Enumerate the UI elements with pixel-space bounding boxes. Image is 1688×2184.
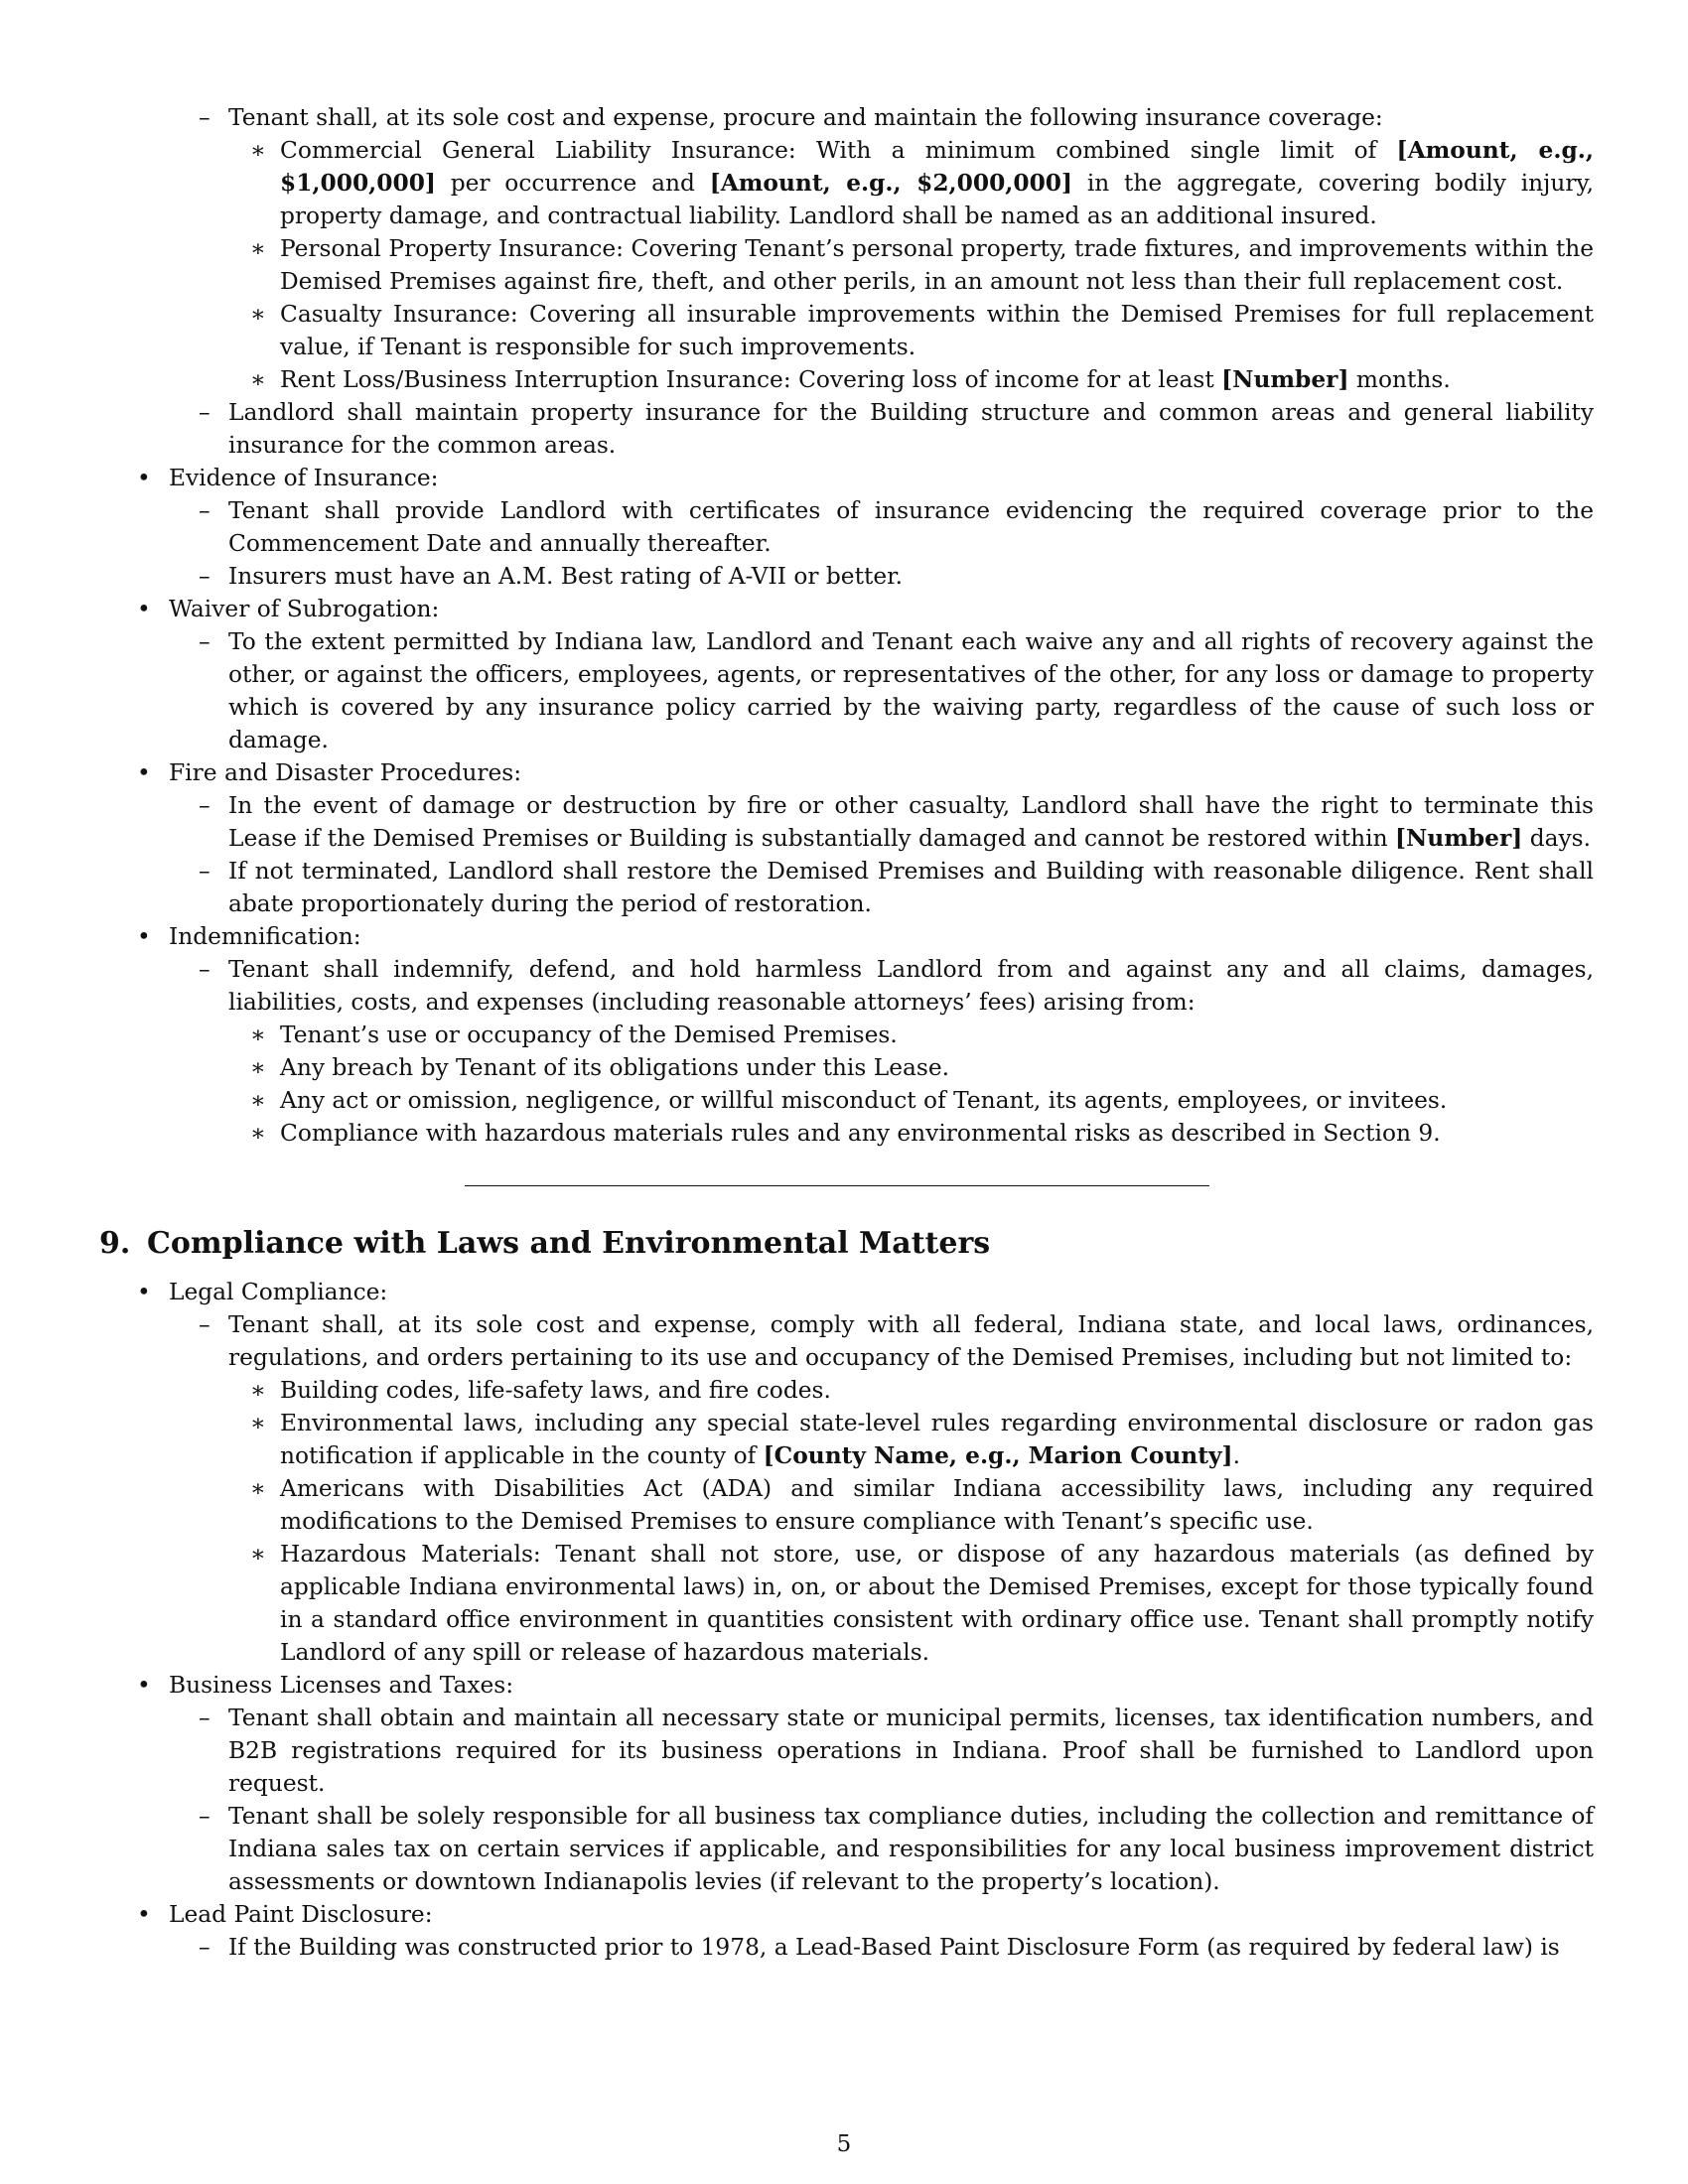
- list-heading: • Waiver of Subrogation:: [99, 593, 1594, 625]
- list-item: ∗ Rent Loss/Business Interruption Insurance: Covering loss of income for at least [Number] months.: [99, 363, 1594, 396]
- list-item: ∗ Hazardous Materials: Tenant shall not store, use, or dispose of any hazardous materials (as defined by applicable Indiana environmental laws) in, on, or about the Demised Premises, except for those typically found in a standard office environment in quantities consistent with ordinary office use. Tenant shall promptly notify Landlord of any spill or release of hazardous materials.: [99, 1538, 1594, 1669]
- list-heading: • Evidence of Insurance:: [99, 462, 1594, 494]
- dot-bullet: •: [137, 759, 151, 786]
- dash-bullet: –: [199, 104, 211, 131]
- horizontal-divider: [465, 1185, 1209, 1186]
- list-item: ∗ Personal Property Insurance: Covering Tenant’s personal property, trade fixtures, and improvements within the Demised Premises against fire, theft, and other perils, in an amount not less than their full replacement cost.: [99, 232, 1594, 298]
- asterisk-bullet: ∗: [250, 1410, 266, 1436]
- placeholder-amount: [Amount, e.g., $1,000,000]: [280, 137, 1594, 197]
- asterisk-bullet: ∗: [250, 235, 266, 262]
- list-item: – Tenant shall, at its sole cost and expense, procure and maintain the following insurance coverage:: [99, 101, 1594, 134]
- section-title: Compliance with Laws and Environmental Matters: [147, 1226, 991, 1261]
- list-item: – Tenant shall be solely responsible for all business tax compliance duties, including the collection and remittance of Indiana sales tax on certain services if applicable, and responsibilities for any local business improvement district assessments or downtown Indianapolis levies (if relevant to the property’s location).: [99, 1800, 1594, 1898]
- list-heading: • Lead Paint Disclosure:: [99, 1898, 1594, 1931]
- list-heading: • Business Licenses and Taxes:: [99, 1669, 1594, 1702]
- asterisk-bullet: ∗: [250, 1475, 266, 1502]
- placeholder-amount: [Amount, e.g., $2,000,000]: [709, 170, 1073, 197]
- list-item: ∗ Environmental laws, including any special state-level rules regarding environmental disclosure or radon gas notification if applicable in the county of [County Name, e.g., Marion County].: [99, 1407, 1594, 1472]
- dash-bullet: –: [199, 858, 211, 885]
- dot-bullet: •: [137, 596, 151, 622]
- list-item: – In the event of damage or destruction by fire or other casualty, Landlord shall have the right to terminate this Lease if the Demised Premises or Building is substantially damaged and cannot be restored within [Number] days.: [99, 789, 1594, 855]
- dash-bullet: –: [199, 399, 211, 426]
- placeholder-number: [Number]: [1221, 366, 1349, 393]
- list-item: ∗ Any act or omission, negligence, or willful misconduct of Tenant, its agents, employees, or invitees.: [99, 1084, 1594, 1117]
- list-heading: • Indemnification:: [99, 920, 1594, 953]
- list-item: – To the extent permitted by Indiana law, Landlord and Tenant each waive any and all rights of recovery against the other, or against the officers, employees, agents, or representatives of the other, for any loss or damage to property which is covered by any insurance policy carried by the waiving party, regardless of the cause of such loss or damage.: [99, 625, 1594, 756]
- page-number: 5: [836, 2131, 852, 2157]
- dash-bullet: –: [199, 792, 211, 819]
- dot-bullet: •: [137, 1279, 151, 1305]
- placeholder-number: [Number]: [1394, 825, 1523, 852]
- placeholder-county: [County Name, e.g., Marion County]: [763, 1442, 1233, 1469]
- list-item: ∗ Tenant’s use or occupancy of the Demised Premises.: [99, 1019, 1594, 1051]
- dash-bullet: –: [199, 1705, 211, 1731]
- list-item: – If not terminated, Landlord shall restore the Demised Premises and Building with reasonable diligence. Rent shall abate proportionately during the period of restoration.: [99, 855, 1594, 920]
- list-item: – Tenant shall indemnify, defend, and hold harmless Landlord from and against any and all claims, damages, liabilities, costs, and expenses (including reasonable attorneys’ fees) arising from:: [99, 953, 1594, 1019]
- dash-bullet: –: [199, 956, 211, 983]
- list-item: – Tenant shall obtain and maintain all necessary state or municipal permits, licenses, tax identification numbers, and B2B registrations required for its business operations in Indiana. Proof shall be furnished to Landlord upon request.: [99, 1702, 1594, 1800]
- list-item: ∗ Casualty Insurance: Covering all insurable improvements within the Demised Premises for full replacement value, if Tenant is responsible for such improvements.: [99, 298, 1594, 363]
- list-item: – Insurers must have an A.M. Best rating of A-VII or better.: [99, 560, 1594, 593]
- asterisk-bullet: ∗: [250, 366, 266, 393]
- asterisk-bullet: ∗: [250, 1054, 266, 1081]
- list-item: – Tenant shall provide Landlord with certificates of insurance evidencing the required coverage prior to the Commencement Date and annually thereafter.: [99, 494, 1594, 560]
- asterisk-bullet: ∗: [250, 1120, 266, 1147]
- dash-bullet: –: [199, 1934, 211, 1961]
- dash-bullet: –: [199, 1803, 211, 1830]
- list-item: – Landlord shall maintain property insurance for the Building structure and common areas and general liability insurance for the common areas.: [99, 396, 1594, 462]
- dot-bullet: •: [137, 465, 151, 491]
- dash-bullet: –: [199, 563, 211, 590]
- asterisk-bullet: ∗: [250, 1541, 266, 1568]
- list-item: ∗ Building codes, life-safety laws, and fire codes.: [99, 1374, 1594, 1407]
- asterisk-bullet: ∗: [250, 1022, 266, 1048]
- asterisk-bullet: ∗: [250, 137, 266, 164]
- page-content: [99, 101, 1594, 1964]
- dash-bullet: –: [199, 1311, 211, 1338]
- list-item: ∗ Any breach by Tenant of its obligations under this Lease.: [99, 1051, 1594, 1084]
- list-item: ∗ Compliance with hazardous materials rules and any environmental risks as described in Section 9.: [99, 1117, 1594, 1150]
- list-item: – Tenant shall, at its sole cost and expense, comply with all federal, Indiana state, and local laws, ordinances, regulations, and orders pertaining to its use and occupancy of the Demised Premises, including but not limited to:: [99, 1308, 1594, 1374]
- list-item: ∗ Americans with Disabilities Act (ADA) and similar Indiana accessibility laws, including any required modifications to the Demised Premises to ensure compliance with Tenant’s specific use.: [99, 1472, 1594, 1538]
- section-heading: [99, 1224, 1594, 1264]
- dot-bullet: •: [137, 1901, 151, 1928]
- dash-bullet: –: [199, 497, 211, 524]
- list-item: – If the Building was constructed prior to 1978, a Lead-Based Paint Disclosure Form (as required by federal law) is: [99, 1931, 1594, 1964]
- asterisk-bullet: ∗: [250, 1087, 266, 1114]
- list-item: ∗ Commercial General Liability Insurance: With a minimum combined single limit of [Amount, e.g., $1,000,000] per occurrence and [Amount, e.g., $2,000,000] in the aggregate, covering bodily injury, property damage, and contractual liability. Landlord shall be named as an additional insured.: [99, 134, 1594, 232]
- asterisk-bullet: ∗: [250, 1377, 266, 1404]
- dash-bullet: –: [199, 628, 211, 655]
- section-number: 9.: [99, 1226, 131, 1261]
- list-heading: • Fire and Disaster Procedures:: [99, 756, 1594, 789]
- asterisk-bullet: ∗: [250, 301, 266, 328]
- list-heading: • Legal Compliance:: [99, 1276, 1594, 1308]
- dot-bullet: •: [137, 923, 151, 950]
- dot-bullet: •: [137, 1672, 151, 1699]
